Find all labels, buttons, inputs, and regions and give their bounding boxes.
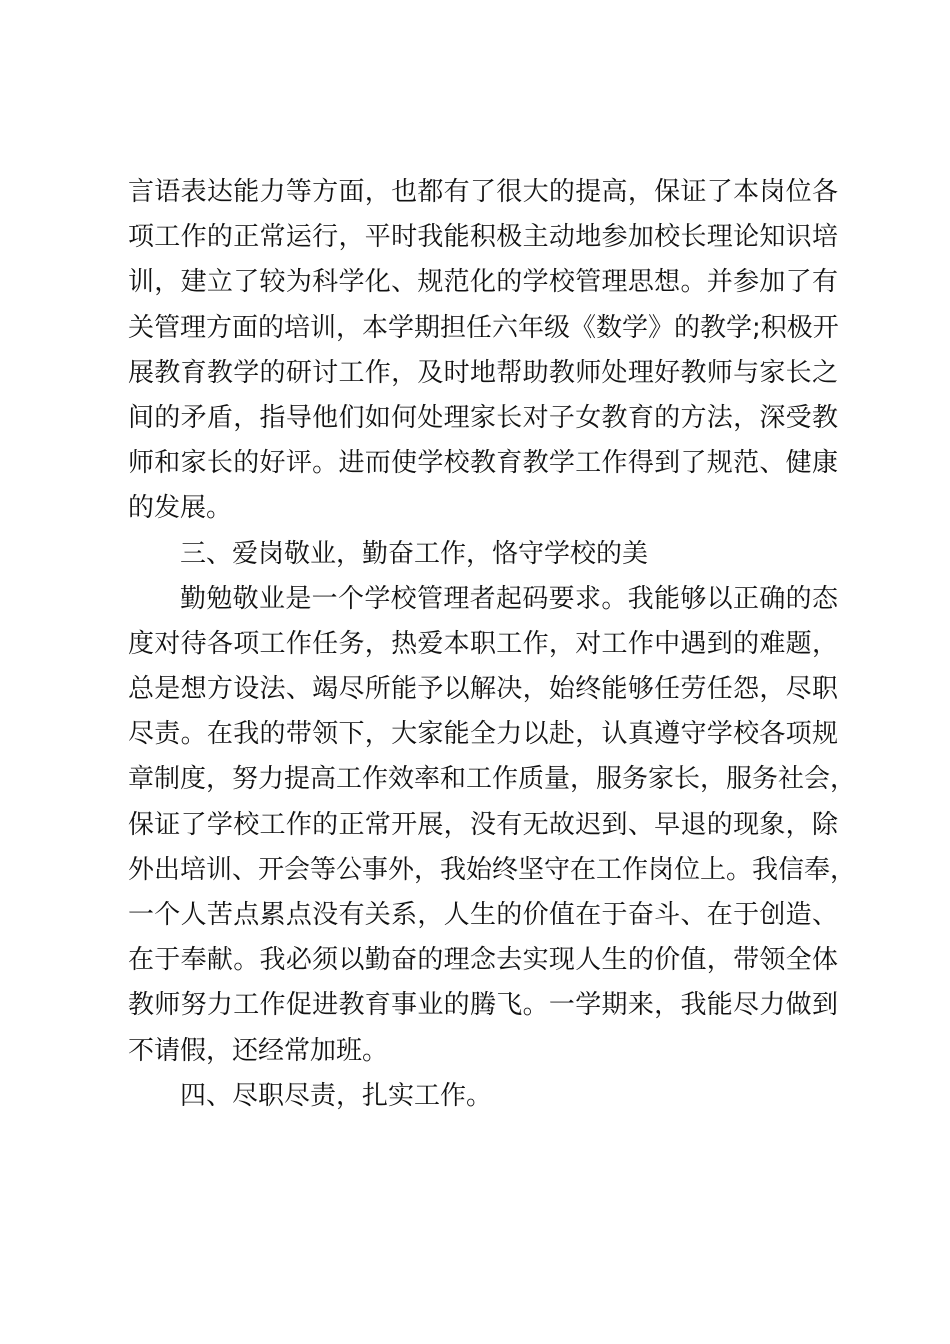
text-line: 外出培训、开会等公事外，我始终坚守在工作岗位上。我信奉， bbox=[128, 854, 857, 885]
text-line: 在于奉献。我必须以勤奋的理念去实现人生的价值，带领全体 bbox=[128, 945, 838, 976]
text-line: 的发展。 bbox=[128, 493, 233, 524]
text-line: 一个人苦点累点没有关系，人生的价值在于奋斗、在于创造、 bbox=[128, 900, 838, 930]
section-heading-3: 三、爱岗敬业，勤奋工作，恪守学校的美 bbox=[180, 538, 649, 569]
section-heading-4: 四、尽职尽责，扎实工作。 bbox=[180, 1080, 493, 1111]
text-line: 章制度，努力提高工作效率和工作质量，服务家长，服务社会， bbox=[128, 764, 857, 795]
text-line: 不请假，还经常加班。 bbox=[128, 1035, 389, 1066]
text-line: 间的矛盾，指导他们如何处理家长对子女教育的方法，深受教 bbox=[128, 402, 838, 433]
text-line: 训，建立了较为科学化、规范化的学校管理思想。并参加了有 bbox=[128, 267, 838, 298]
paragraph-first-line: 勤勉敬业是一个学校管理者起码要求。我能够以正确的态 bbox=[180, 583, 838, 614]
text-line: 总是想方设法、竭尽所能予以解决，始终能够任劳任怨，尽职 bbox=[128, 674, 838, 705]
text-line: 教师努力工作促进教育事业的腾飞。一学期来，我能尽力做到 bbox=[128, 990, 838, 1021]
body-text bbox=[128, 170, 857, 1119]
text-line: 保证了学校工作的正常开展，没有无故迟到、早退的现象，除 bbox=[128, 809, 838, 840]
text-line: 关管理方面的培训，本学期担任六年级《数学》的教学;积极开 bbox=[128, 312, 839, 343]
text-line: 展教育教学的研讨工作，及时地帮助教师处理好教师与家长之 bbox=[128, 357, 838, 388]
text-line: 项工作的正常运行，平时我能积极主动地参加校长理论知识培 bbox=[128, 222, 838, 253]
text-line: 师和家长的好评。进而使学校教育教学工作得到了规范、健康 bbox=[128, 448, 838, 479]
text-line: 度对待各项工作任务，热爱本职工作，对工作中遇到的难题， bbox=[128, 628, 838, 659]
text-line: 言语表达能力等方面，也都有了很大的提高，保证了本岗位各 bbox=[128, 177, 838, 207]
text-line: 尽责。在我的带领下，大家能全力以赴，认真遵守学校各项规 bbox=[128, 719, 838, 750]
